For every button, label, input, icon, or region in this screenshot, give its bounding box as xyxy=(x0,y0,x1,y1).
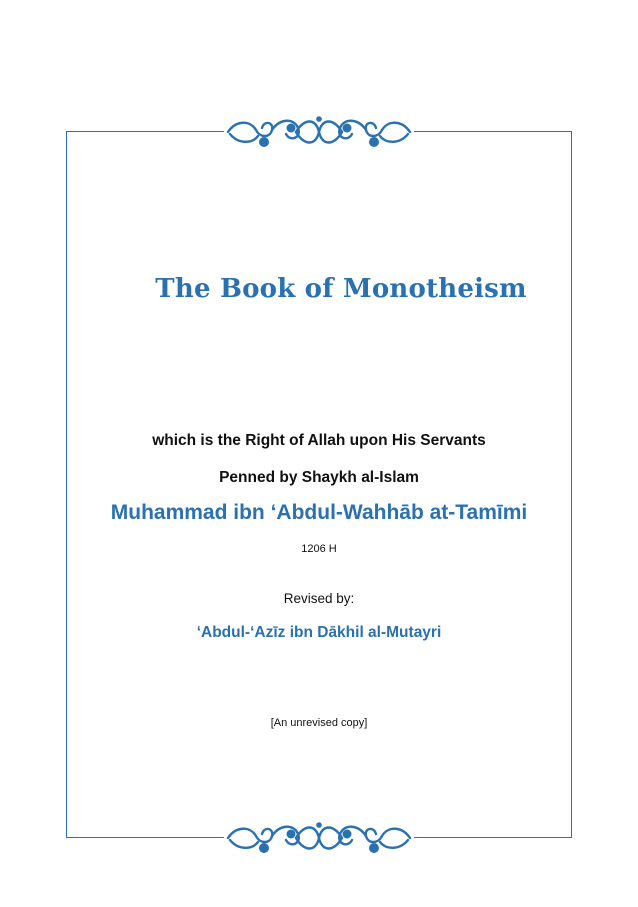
top-scroll-ornament-icon xyxy=(224,110,414,154)
revised-by-label: Revised by: xyxy=(283,591,355,606)
book-subtitle: which is the Right of Allah upon His Servants xyxy=(152,432,486,449)
reviser-name: ‘Abdul-‘Azīz ibn Dākhil al-Mutayri xyxy=(196,624,442,641)
book-title: The Book of Monotheism xyxy=(155,274,527,304)
author-name: Muhammad ibn ‘Abdul-Wahhāb at-Tamīmi xyxy=(110,501,528,524)
bottom-scroll-ornament-icon xyxy=(224,816,414,860)
author-year: 1206 H xyxy=(301,543,337,555)
unrevised-copy-note: [An unrevised copy] xyxy=(270,717,368,729)
penned-by-line: Penned by Shaykh al-Islam xyxy=(219,469,419,486)
